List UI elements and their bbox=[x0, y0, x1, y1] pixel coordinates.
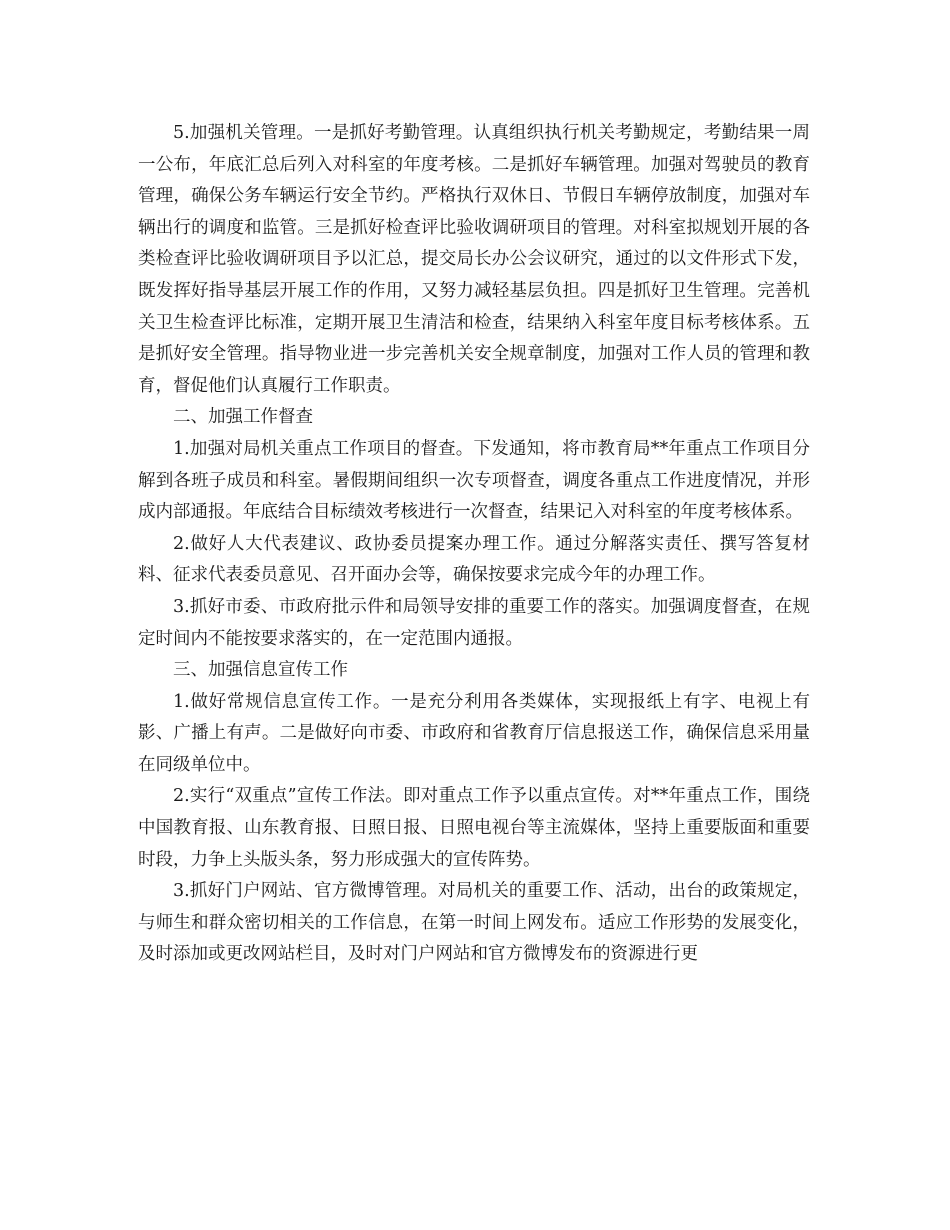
paragraph-instructions-implementation: 3.抓好市委、市政府批示件和局领导安排的重要工作的落实。加强调度督查，在规定时间内不能按要求落实的，在一定范围内通报。 bbox=[138, 596, 810, 649]
paragraph-key-project-supervision: 1.加强对局机关重点工作项目的督查。下发通知，将市教育局**年重点工作项目分解到各班子成员和科室。暑假期间组织一次专项督查，调度各重点工作进度情况，并形成内部通报。年底结合目标绩效考核进行一次督查，结果记入对科室的年度考核体系。 bbox=[138, 438, 810, 523]
paragraph-routine-publicity: 1.做好常规信息宣传工作。一是充分利用各类媒体，实现报纸上有字、电视上有影、广播上有声。二是做好向市委、市政府和省教育厅信息报送工作，确保信息采用量在同级单位中。 bbox=[138, 691, 810, 775]
paragraph-double-focus-publicity: 2.实行“双重点”宣传工作法。即对重点工作予以重点宣传。对**年重点工作，围绕中国教育报、山东教育报、日照日报、日照电视台等主流媒体，坚持上重要版面和重要时段，力争上头版头条，努力形成强大的宣传阵势。 bbox=[138, 786, 810, 870]
paragraph-proposals-handling: 2.做好人大代表建议、政协委员提案办理工作。通过分解落实责任、撰写答复材料、征求代表委员意见、召开面办会等，确保按要求完成今年的办理工作。 bbox=[138, 533, 810, 586]
paragraph-website-weibo-management: 3.抓好门户网站、官方微博管理。对局机关的重要工作、活动，出台的政策规定，与师生和群众密切相关的工作信息，在第一时间上网发布。适应工作形势的发展变化，及时添加或更改网站栏目，及时对门户网站和官方微博发布的资源进行更 bbox=[138, 881, 810, 965]
section-heading-supervision: 二、加强工作督查 bbox=[173, 407, 313, 428]
document-page bbox=[138, 118, 810, 971]
paragraph-agency-management: 5.加强机关管理。一是抓好考勤管理。认真组织执行机关考勤规定，考勤结果一周一公布，年底汇总后列入对科室的年度考核。二是抓好车辆管理。加强对驾驶员的教育管理，确保公务车辆运行安全节约。严格执行双休日、节假日车辆停放制度，加强对车辆出行的调度和监管。三是抓好检查评比验收调研项目的管理。对科室拟规划开展的各类检查评比验收调研项目予以汇总，提交局长办公会议研究，通过的以文件形式下发，既发挥好指导基层开展工作的作用，又努力减轻基层负担。四是抓好卫生管理。完善机关卫生检查评比标准，定期开展卫生清洁和检查，结果纳入科室年度目标考核体系。五是抓好安全管理。指导物业进一步完善机关安全规章制度，加强对工作人员的管理和教育，督促他们认真履行工作职责。 bbox=[138, 123, 810, 396]
section-heading-publicity: 三、加强信息宣传工作 bbox=[173, 660, 348, 681]
